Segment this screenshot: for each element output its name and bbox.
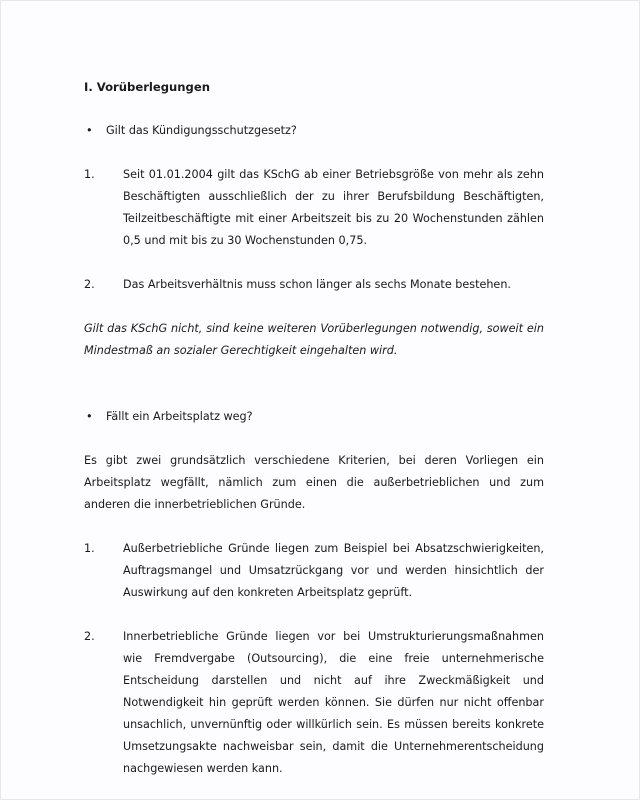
item-number: 1. — [84, 168, 95, 181]
italic-note: Gilt das KSchG nicht, sind keine weiteren Vorüberlegungen notwendig, soweit ein Mindestmaß an sozialer Gerechtigkeit eingehalten wird. — [84, 322, 544, 357]
item-number: 2. — [84, 630, 95, 643]
body-paragraph: Es gibt zwei grundsätzlich verschiedene Kriterien, bei deren Vorliegen ein Arbeitsplatz wegfällt, nämlich zum einen die außerbetrieblichen und zum anderen die innerbetrieblichen Gründe. — [84, 454, 544, 511]
numbered-item — [84, 626, 544, 780]
bullet-item-kschg — [84, 120, 544, 142]
bullet-text: Fällt ein Arbeitsplatz weg? — [106, 410, 253, 423]
numbered-item — [84, 274, 544, 296]
numbered-item — [84, 538, 544, 604]
section-heading: I. Vorüberlegungen — [84, 80, 210, 94]
item-number: 1. — [84, 542, 95, 555]
item-text: Innerbetriebliche Gründe liegen vor bei Umstrukturierungsmaßnahmen wie Fremdvergabe (Outsourcing), die eine freie unternehmerische Entscheidung darstellen und nicht auf ihre Zweckmäßigkeit und Notwendigkeit hin geprüft werden können. Sie dürfen nur nicht offenbar unsachlich, unvernünftig oder willkürlich sein. Es müssen bereits konkrete Umsetzungsakte nachweisbar sein, damit die Unternehmerentscheidung nachgewiesen werden kann. — [123, 630, 544, 775]
item-number: 2. — [84, 278, 95, 291]
item-text: Außerbetriebliche Gründe liegen zum Beispiel bei Absatzschwierigkeiten, Auftragsmangel und Umsatzrückgang vor und werden hinsichtlich der Auswirkung auf den konkreten Arbeitsplatz geprüft. — [123, 542, 544, 599]
document-body — [84, 76, 544, 780]
numbered-item — [84, 164, 544, 252]
bullet-dot-icon: • — [86, 124, 93, 137]
bullet-dot-icon: • — [86, 410, 93, 423]
item-text: Seit 01.01.2004 gilt das KSchG ab einer Betriebsgröße von mehr als zehn Beschäftigten ausschließlich der zu ihrer Berufsbildung Beschäftigten, Teilzeitbeschäftigte mit einer Arbeitszeit bis zu 20 Wochenstunden zählen 0,5 und mit bis zu 30 Wochenstunden 0,75. — [123, 168, 544, 247]
bullet-item-arbeitsplatz — [84, 406, 544, 428]
bullet-text: Gilt das Kündigungsschutzgesetz? — [106, 124, 297, 137]
item-text: Das Arbeitsverhältnis muss schon länger als sechs Monate bestehen. — [123, 278, 511, 291]
